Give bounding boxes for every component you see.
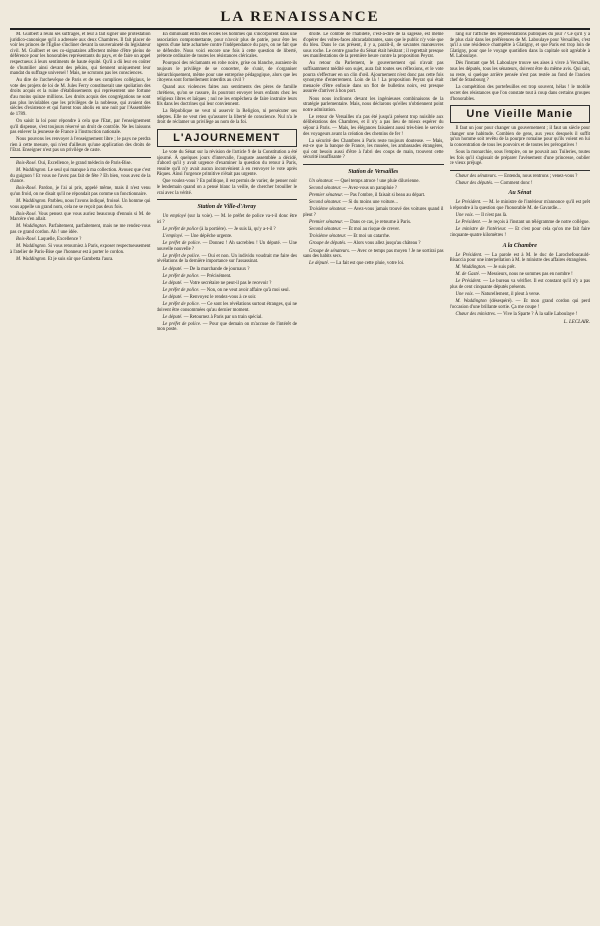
divider [157, 199, 298, 200]
dialogue-speaker: Le député. [162, 294, 183, 300]
signature: L. LECLAIR. [563, 319, 590, 325]
article-paragraph: La sécurité des Chambres à Paris reste toujours douteuse. — Mais, est-ce que la banque de France, les musées, les ambassades étrangères, qui ont besoin aussi d'être à l'abri des coups de main, trouvent cette sécurité insuffisante ? [303, 138, 444, 161]
section-title-ajournement: L'AJOURNEMENT [157, 129, 298, 147]
subhead-senat: Au Sénat [508, 190, 532, 197]
dialogue-speaker: Le député. [162, 280, 183, 286]
dialogue-speaker: Le député. [309, 261, 329, 267]
dialogue-block-1 [10, 161, 151, 263]
dialogue-block-4 [450, 174, 591, 187]
dialogue-line [10, 224, 151, 235]
article-paragraph: La compétition des portefeuilles est trop souvent, hélas ! le mobile secret des résistances que l'on constate tout à coup dans certains groupes d'honorables. [449, 85, 590, 102]
dialogue-line [303, 234, 444, 240]
divider [10, 157, 151, 158]
dialogue-line [303, 249, 444, 260]
dialogue-line [157, 214, 298, 225]
dialogue-line [157, 254, 298, 265]
dialogue-line [303, 241, 444, 247]
dialogue-line [450, 265, 591, 271]
column-4 [450, 32, 591, 916]
dialogue-line [450, 220, 591, 226]
dialogue-speaker: Le ministre de l'intérieur. [455, 227, 507, 233]
dialogue-speaker: Le préfet de police. [162, 287, 200, 293]
dialogue-text: (désespéré). — Et mon grand cordon qui perd l'occasion d'une brillante sortie. Ça me coupe ! [449, 299, 590, 310]
section-title-vieille-manie: Une Vieille Manie [450, 105, 591, 123]
dialogue-line [10, 161, 151, 167]
dialogue-line [450, 253, 591, 264]
dialogue-speaker: Un employé [162, 214, 186, 220]
dialogue-text: — Et moi au risque de crever. [342, 227, 400, 233]
dialogue-line [303, 261, 444, 267]
dialogue-speaker: Premier sénateur. [309, 193, 343, 199]
dialogue-block-5 [450, 200, 591, 238]
dialogue-line [157, 322, 298, 333]
dialogue-speaker: Le député. [162, 266, 183, 272]
dialogue-block-2 [157, 214, 298, 333]
dialogue-line [157, 241, 298, 252]
article-paragraph: Le vote du Sénat sur la révision de l'article 9 de la Constitution a été ajourné. À quelques jours d'intervalle, l'auguste assemblée a décidé, d'abord qu'il y avait urgence d'examiner la question du retour à Paris, ensuite qu'il n'y avait aucun inconvénient à en renvoyer le vote après Pâques. Ainsi l'urgence primitive n'était pas urgente. [156, 150, 297, 178]
divider [450, 170, 591, 171]
dialogue-speaker: Le préfet de police. [162, 253, 201, 259]
dialogue-text: (à la portière). — Je suis là, qu'y a-t-il ? [199, 226, 276, 232]
column-3 [303, 32, 444, 916]
dialogue-speaker: Second sénateur. [309, 227, 342, 233]
dialogue-speaker: M. Waddington. [16, 199, 47, 205]
dialogue-text: — Vive la Sparte ? À la salle Laboulaye ! [497, 311, 578, 317]
dialogue-line [10, 257, 151, 263]
dialogue-text: — Retournez à Paris par un train spécial. [183, 314, 263, 320]
dialogue-text: — Oui et non. Un individu voudrait me faire des révélations de la dernière importance sur l'assassinat. [156, 253, 297, 265]
dialogue-text: — Naturellement, il pleut à verse. [475, 292, 541, 298]
dialogue-line [157, 288, 298, 294]
dialogue-text: Pardon, je l'ai ai pris, appelé même, mais il n'est venu qu'un froid, on ne disait qu'il ne répondait pas comme un fonctionnaire. [10, 186, 151, 197]
dialogue-line [10, 244, 151, 255]
dialogue-speaker: Chœur des députés. [455, 180, 494, 186]
dialogue-line [157, 302, 298, 313]
article-paragraph: Dès l'instant que M. Laboulaye trouve ses aises à vivre à Versailles, tous les députés, tous les sénateurs, doivent être du même avis. Qui sait, au reste, si quelque arrière pensée n'est pas restée au fond de l'ancien chef de Strasbourg ? [449, 61, 590, 84]
dialogue-speaker: Le préfet de police. [162, 301, 200, 307]
dialogue-line [450, 213, 591, 219]
dialogue-text: — Précisément. [200, 273, 232, 279]
dialogue-text: — Donnez ! Ah sacrebleu ! Un député. — Une nouvelle nouvelle ? [156, 241, 297, 252]
dialogue-text: — Non, on ne veut avoir affaire qu'à moi seul. [200, 287, 290, 293]
dialogue-line [157, 315, 298, 321]
dialogue-line [10, 186, 151, 197]
dialogue-text: — Et moi un catarrhe. [347, 234, 391, 240]
dialogue-text: Si vous retourniez à Paris, exposer respectueusement à l'atelier de Paris-Bise que l'honneur est à porter le cordon. [10, 244, 151, 255]
dialogue-text: — Pour que demain on m'accuse de l'intérêt de mon poste. [156, 321, 297, 333]
dialogue-text: — Alors vous allez jusqu'au château ? [347, 241, 421, 247]
dialogue-line [450, 272, 591, 278]
dialogue-text: — Il n'est pas là. [475, 213, 508, 219]
subhead-chambre: A la Chambre [502, 242, 537, 249]
dialogue-text: — De la marchande de journaux ? [183, 266, 250, 272]
dialogue-text: — Pas l'ombre, il faisait si beau au départ. [344, 193, 426, 199]
dialogue-line [10, 168, 151, 185]
dialogue-line [450, 174, 591, 180]
dialogue-line [450, 292, 591, 298]
dialogue-text: Laquelle, Excellence ? [37, 237, 82, 243]
article-paragraph: rang sur l'affiche des représentations publiques du jour ? Ce qu'il y a de plus clair dans les préférences de M. Laboulaye pour Versailles, c'est qu'il a une résidence champêtre à Glatigny, et que Paris est trop loin de Glatigny, pour que le voyage quotidien dans la capitale soit agréable à M. Laboulaye. [449, 32, 590, 60]
dialogue-speaker: M. Waddington. [16, 168, 47, 174]
dialogue-line [303, 186, 444, 192]
dialogue-speaker: Un sénateur. [309, 179, 334, 185]
dialogue-text: — Renvoyez le rendez-vous à ce soir. [183, 294, 257, 300]
article-paragraph: On saisit la loi pour répondre à cela que l'Etat, par l'enseignement qu'il dispense, s'est toujours réservé un droit de contrôle. Ne les laissons pas enlever la jeunesse de France à l'instruction nationale. [10, 118, 151, 136]
article-paragraph: Le retour de Versailles n'a pas été jusqu'à présent trop nuisible aux délibérations des Chambres, et il n'y a pas lieu de mieux espérer du séjour à Paris. — Mais, les élégances faisaient aussi très-bien le service des voyageurs avant la création des chemins de fer ! [303, 114, 444, 137]
dialogue-speaker: Le Président. [455, 220, 482, 226]
dialogue-speaker: Bois-Rosé. [16, 211, 37, 217]
dialogue-speaker: Bois-Rosé. [16, 186, 37, 192]
dialogue-text: Et je suis sûr que Gambetta l'aura. [47, 256, 114, 262]
dialogue-speaker: M. Waddington [455, 299, 487, 305]
dialogue-speaker: Le député. [162, 314, 183, 320]
article-paragraph: Quand aux violences faites aux sentiments des pères de famille chrétiens, qu'on se rassure, ils pourront envoyer leurs enfants chez les religieux libres et laïques ; nul ne les empêchera de faire instruire leurs fils dans les doctrines qui leur conviennent. [156, 85, 297, 108]
dialogue-text: Parfaitement, parfaitement, mais ne me rendez-vous pas ce grand cordon. Ah ! une idée. [10, 224, 151, 235]
dialogue-line [303, 220, 444, 226]
dialogue-text: — Si du moins une voiture... [342, 200, 398, 206]
dialogue-text: — Avez-vous un parapluie ? [342, 186, 397, 192]
article-paragraph: Sous la monarchie, sous l'empire, on ne pouvait aux Tuileries, toutes les fois qu'il s'agissait de préparer l'avènement d'une princesse, oublier ce vieux préjugé. [449, 150, 590, 167]
dialogue-text: — Messieurs, nous ne sommes pas en nombre ! [481, 272, 573, 278]
dialogue-text: — Le bureau va vérifier. Il est constant qu'il n'y a pas plus de cent cinquante députés présents. [449, 279, 590, 290]
dialogue-line [303, 179, 444, 185]
subhead-versailles: Station de Versailles [348, 169, 399, 176]
dialogue-line [450, 299, 591, 310]
dialogue-speaker: Second sénateur. [309, 200, 342, 206]
article-paragraph: Que voulez-vous ? En politique, il est permis de varier, de penser noir le lendemain quand on a pensé blanc la veille, de chercher brouiller le vrai avec la vérité. [156, 179, 297, 196]
dialogue-speaker: Troisième sénateur. [309, 234, 347, 240]
dialogue-speaker: Le préfet de police. [162, 273, 200, 279]
dialogue-speaker: L'employé. [162, 234, 184, 240]
dialogue-text: — Avez-vous jamais trouvé des voitures quand il pleut ? [303, 207, 444, 219]
dialogue-block-3 [303, 179, 444, 267]
dialogue-text: — Une dépêche urgente. [184, 234, 233, 240]
dialogue-text: — La parole est à M. le duc de Larochefoucauld-Bisaccia pour une interpellation à M. le ministre des affaires étrangères. [449, 252, 590, 264]
dialogue-speaker: Le préfet de police. [162, 321, 202, 327]
dialogue-text: Vous pensez que vous auriez beaucoup d'ennuis si M. de Marcère s'en allait. [10, 211, 151, 223]
article-paragraph: Au retour du Parlement, le gouvernement qui n'avait pas suffisamment médité son sujet, aura fait toutes ses réflexions, et le vote pourra s'effectuer en un clin d'œil. Ajournement n'est donc pas cette fois synonyme d'enterrement. Loin de là ! La proposition Peyrat qui était menacée d'être enfouie dans un flot de bulletins noirs, est presque assurée d'arriver à bon port. [303, 61, 444, 95]
dialogue-text: Le seul qui manque à ma collection. Avouez que c'est du guignon ! Et vous ne l'avez pas fait de fête ? Eh bien, vous avez de la chance. [10, 168, 151, 185]
dialogue-line [10, 212, 151, 223]
dialogue-speaker: M. Waddington. [455, 265, 487, 271]
article-paragraph: Au dire de l'archevêque de Paris et de ses complices collégiaux, le vote des projets de loi de M. Jules Ferry constituerait une spoliation des droits acquis et la ruine d'établissements qui représentent une fortune d'au moins quinze millions. Les droits acquis des congrégations ne sont pas plus inviolables que les privilèges de la noblesse, qui avaient des siècles d'existence et qui furent tous abolis en une nuit par l'Assemblée de 1789. [10, 78, 151, 117]
article-paragraph: Nous nous inclinons devant les ingénieuses combinaisons de la stratégie parlementaire. Mais, nous déclarons qu'elles n'obtiennent point notre admiration. [303, 96, 444, 113]
dialogue-text: — Dans ce cas, je retourne à Paris. [344, 220, 412, 226]
dialogue-line [157, 281, 298, 287]
dialogue-line [157, 295, 298, 301]
dialogue-speaker: Le Président. [455, 252, 483, 258]
dialogue-line [303, 207, 444, 218]
article-paragraph: La République ne veut ni asservir la Religion, ni persécuter ses adeptes. Elle ne veut rien qu'assurer la liberté de conscience. Nul n'a le droit de réclamer un privilège au nom de la foi. [156, 109, 297, 126]
dialogue-block-6 [450, 253, 591, 318]
divider [303, 164, 444, 165]
article-paragraph: M. Guilbert a réuni ses suffrages, et leur a fait signer une protestation juridico-canonique qu'il a adressée aux deux Chambres. Il fait placer de voir les princes de l'Église s'incliner devant la souveraineté du législateur civil. M. Guilbert et ses co-signataires affectent même d'être pleins de déférence pour les honorables représentants du pays, et de faire un appel respectueux à leurs sentiments de haute équité. Qu'il a dû leur en coûter de s'humilier ainsi devant des pékins, qui tiennent uniquement leur mandat du suffrage universel ! Mais, ne scrutons pas les consciences. [10, 32, 151, 77]
dialogue-line [303, 227, 444, 233]
dialogue-line [157, 267, 298, 273]
dialogue-text: — Et c'est pour cela qu'on me fait faire cinquante-quatre kilomètres ! [449, 227, 590, 238]
dialogue-speaker: Troisième sénateur. [309, 207, 347, 213]
dialogue-text: — Avec ce temps pas moyen ! Je ne sortirai pas sans des habits secs. [303, 248, 444, 260]
dialogue-speaker: M. de Gasté. [455, 272, 481, 278]
dialogue-line [157, 227, 298, 233]
dialogue-speaker: Le préfet de police. [162, 241, 201, 247]
dialogue-text: — Je reçois à l'instant un télégramme de notre collègue. [482, 220, 590, 226]
article-paragraph: Pourquoi des réclamants en robe noire, grise ou blanche, auraient-ils toujours le privilège de se concerter, de s'unir, de s'organiser hiérarchiquement, même pour une entreprise pédagogique, alors que les citoyens sont formellement interdits au civil ? [156, 61, 297, 84]
dialogue-text: — Votre secrétaire ne peut-il pas le recevoir ? [183, 280, 272, 286]
dialogue-speaker: Chœur des ministres. [455, 311, 496, 317]
dialogue-text: — Je suis prêt. [487, 265, 516, 271]
dialogue-speaker: Bois-Rosé. [16, 237, 37, 243]
dialogue-speaker: Groupe de sénateurs. [309, 248, 351, 254]
dialogue-text: — La fait est que cette pluie, votre loi. [330, 261, 405, 267]
article-paragraph: droite. Le comble de l'habileté, c'est-à-dire de la sagesse, est même d'opérer des voltes-faces abracadabrantes, sans que le public n'y voie que du bleu. Dans le cas présent, il y a, paraît-il, de savantes manœuvres sous roche. Le centre gauche du Sénat était hésitant ; il regrettait presque ses manifestations de la première heure contre la proposition Peyrat. [303, 32, 444, 60]
column-2 [157, 32, 298, 916]
article-paragraph: En diminuant enfin des écoles les hommes qui s'incorporent dans une association compromettante, pour n'avoir plus de patrie, pour être les agents d'une lutte acharnée contre l'indépendance du pays, on ne fait que se défendre. Nous voici encore une fois à cette question de liberté, prétexte ordinaire de toutes les résistances cléricales. [156, 32, 297, 60]
dialogue-speaker: Premier sénateur. [309, 220, 343, 226]
dialogue-speaker: Groupe de députés. [309, 241, 347, 247]
dialogue-speaker: Chœur des sénateurs. [455, 173, 497, 179]
dialogue-speaker: Une voix. [455, 292, 474, 298]
dialogue-line [10, 237, 151, 243]
dialogue-text: — Comment donc ! [494, 180, 533, 186]
dialogue-line [157, 274, 298, 280]
dialogue-text: (sur la voie). — M. le préfet de police va-t-il donc être ici ? [156, 214, 297, 225]
dialogue-text: — Ce sont les révélations surtout étranges, qui ne doivent être consommées qu'au dernier moment. [156, 301, 297, 313]
dialogue-speaker: Second sénateur. [309, 186, 342, 192]
dialogue-speaker: M. Waddington. [16, 256, 47, 262]
dialogue-speaker: Une voix. [455, 213, 474, 219]
dialogue-speaker: M. Waddington. [16, 224, 47, 230]
dialogue-speaker: Le préfet de police [162, 226, 199, 232]
dialogue-speaker: Le Président. [455, 279, 482, 285]
subhead-ville-avray: Station de Ville-d'Avray [197, 204, 257, 211]
article-paragraph: Il faut un jour pour changer un gouvernement ; il faut un siècle pour changer une habitude. Combien de gens, aux yeux desquels il suffit qu'un homme soit revêtu de la pourpre romaine pour qu'ils voient en lui la concentration de tous les pouvoirs et de toutes les prérogatives ! [449, 126, 590, 148]
dialogue-text: Parbleu, nous l'avons indiqué, froissé. Un homme qui vous appelle un grand nom, cela ne se reçoit pas deux fois. [10, 199, 151, 210]
article-paragraph: Nous pouvons les renvoyer à l'enseignement libre ; le pays ne perdra rien à cette mesure, qui n'est d'ailleurs qu'une application des droits de l'Etat. Enseigner n'est pas un privilège de caste. [10, 137, 151, 154]
dialogue-line [450, 200, 591, 211]
masthead-title: LA RENAISSANCE [10, 6, 590, 30]
dialogue-speaker: Le Président. [455, 200, 482, 206]
dialogue-line [157, 234, 298, 240]
dialogue-text: — M. le ministre de l'intérieur m'annonce qu'il est prêt à répondre à la question que l'honorable M. de Gavardie... [449, 200, 590, 212]
dialogue-line [450, 312, 591, 318]
dialogue-text: — Entendu, nous rentrons ; venez-vous ? [498, 173, 578, 179]
columns [10, 32, 590, 916]
dialogue-line [10, 199, 151, 210]
column-1 [10, 32, 151, 916]
dialogue-speaker: M. Waddington. [16, 244, 47, 250]
dialogue-line [303, 200, 444, 206]
dialogue-line [450, 227, 591, 238]
dialogue-text: — Quel temps atroce ! une pluie diluvienne. [334, 179, 420, 185]
dialogue-line [303, 193, 444, 199]
dialogue-speaker: Bois-Rosé. [16, 160, 37, 166]
dialogue-text: Oui, Excellence, le grand médecin de Paris-Bise. [37, 160, 132, 166]
dialogue-line [450, 279, 591, 290]
dialogue-line [450, 181, 591, 187]
